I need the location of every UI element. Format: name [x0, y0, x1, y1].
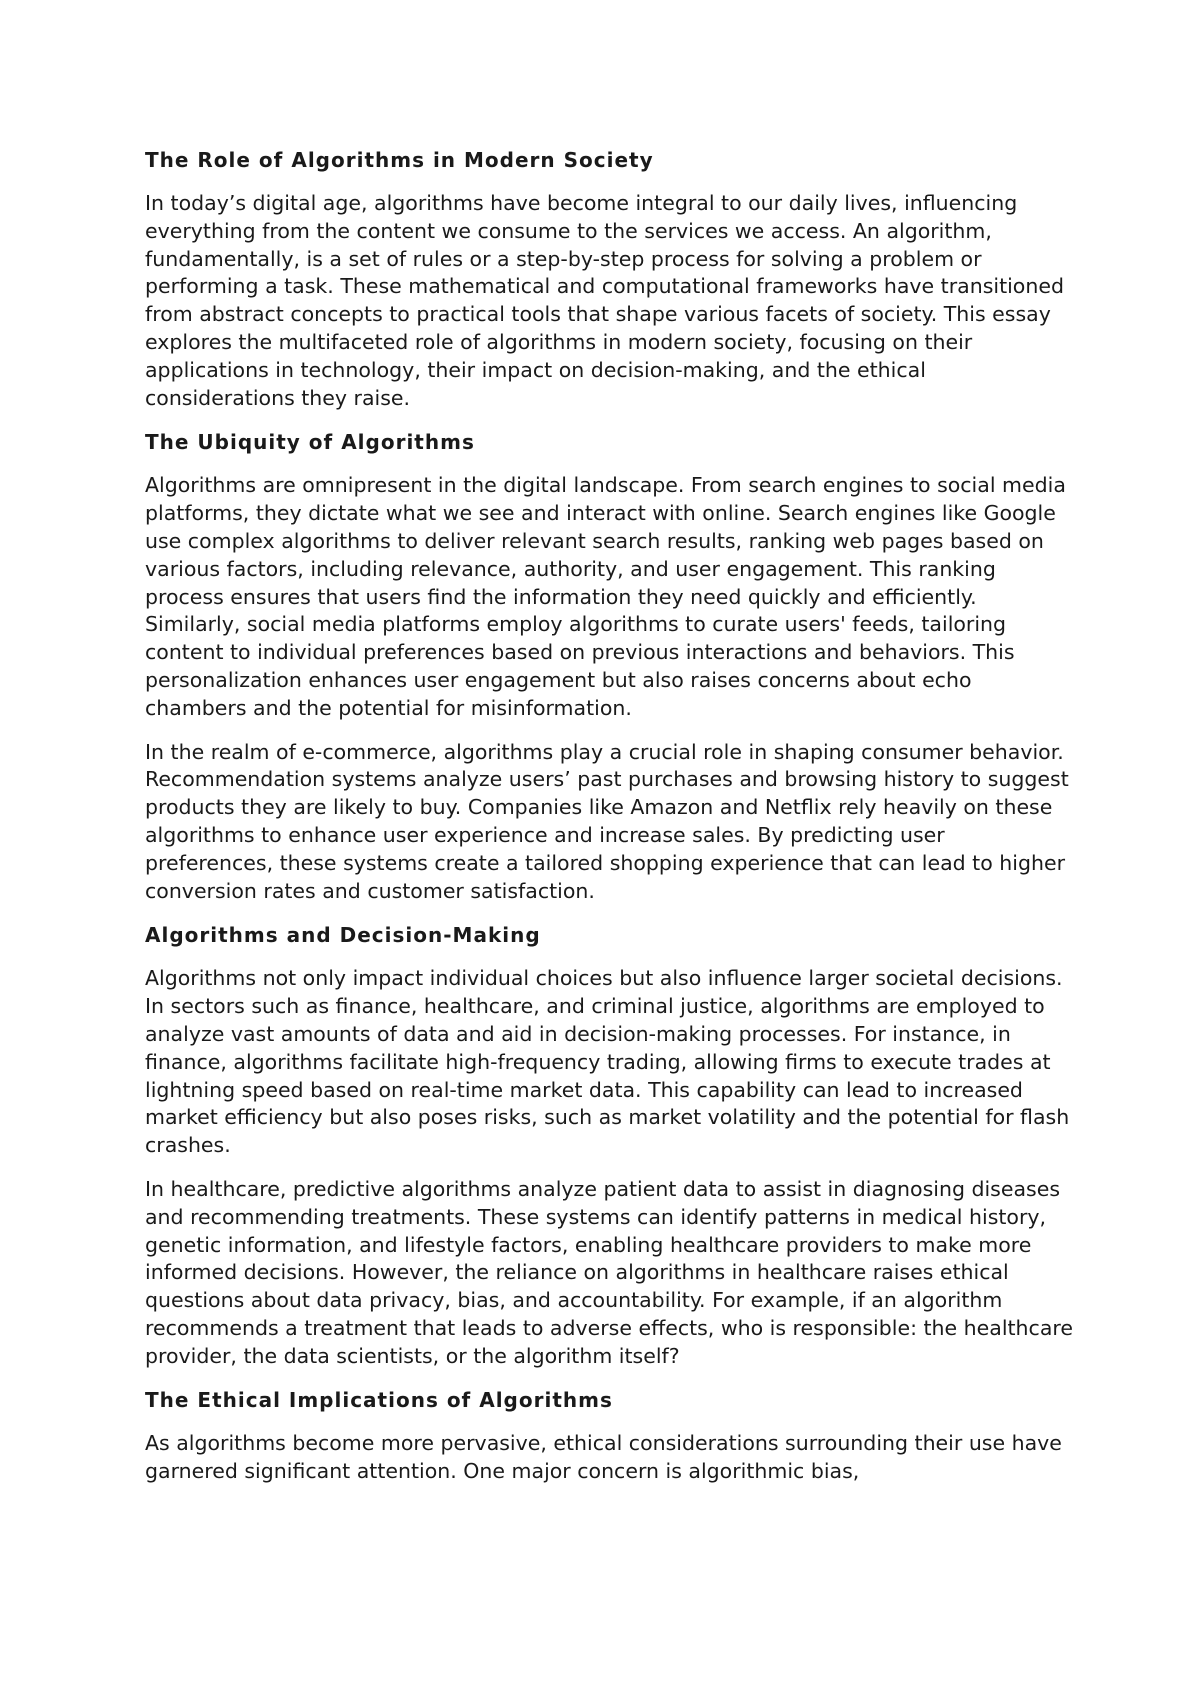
paragraph-ubiquity-2: In the realm of e-commerce, algorithms play a crucial role in shaping consumer behavior. Recommendation systems analyze users’ past purchases and browsing history to suggest products they are likely to buy. Companies like Amazon and Netflix rely heavily on these algorithms to enhance user experience and increase sales. By predicting user preferences, these systems create a tailored shopping experience that can lead to higher conversion rates and customer satisfaction. — [145, 739, 1069, 903]
section-heading-ethics: The Ethical Implications of Algorithms — [145, 1388, 613, 1413]
paragraph-decision-making-1: Algorithms not only impact individual choices but also influence larger societal decisions. In sectors such as finance, healthcare, and criminal justice, algorithms are employed to analyze vast amounts of data and aid in decision-making processes. For instance, in finance, algorithms facilitate high-frequency trading, allowing firms to execute trades at lightning speed based on real-time market data. This capability can lead to increased market efficiency but also poses risks, such as market volatility and the potential for flash crashes. — [145, 966, 1070, 1158]
document-page — [145, 146, 1075, 1502]
section-heading-ubiquity: The Ubiquity of Algorithms — [145, 430, 475, 455]
paragraph-decision-making-2: In healthcare, predictive algorithms analyze patient data to assist in diagnosing diseases and recommending treatments. These systems can identify patterns in medical history, genetic information, and lifestyle factors, enabling healthcare providers to make more informed decisions. However, the reliance on algorithms in healthcare raises ethical questions about data privacy, bias, and accountability. For example, if an algorithm recommends a treatment that leads to adverse effects, who is responsible: the healthcare provider, the data scientists, or the algorithm itself? — [145, 1176, 1073, 1368]
section-heading-decision-making: Algorithms and Decision-Making — [145, 923, 541, 948]
intro-paragraph: In today’s digital age, algorithms have become integral to our daily lives, influencing everything from the content we consume to the services we access. An algorithm, fundamentally, is a set of rules or a step-by-step process for solving a problem or performing a task. These mathematical and computational frameworks have transitioned from abstract concepts to practical tools that shape various facets of society. This essay explores the multifaceted role of algorithms in modern society, focusing on their applications in technology, their impact on decision-making, and the ethical considerations they raise. — [145, 191, 1064, 410]
paragraph-ethics-1: As algorithms become more pervasive, ethical considerations surrounding their use have garnered significant attention. One major concern is algorithmic bias, — [145, 1431, 1062, 1484]
document-title: The Role of Algorithms in Modern Society — [145, 148, 654, 172]
paragraph-ubiquity-1: Algorithms are omnipresent in the digital landscape. From search engines to social media platforms, they dictate what we see and interact with online. Search engines like Google use complex algorithms to deliver relevant search results, ranking web pages based on various factors, including relevance, authority, and user engagement. This ranking process ensures that users find the information they need quickly and efficiently. Similarly, social media platforms employ algorithms to curate users' feeds, tailoring content to individual preferences based on previous interactions and behaviors. This personalization enhances user engagement but also raises concerns about echo chambers and the potential for misinformation. — [145, 473, 1066, 720]
